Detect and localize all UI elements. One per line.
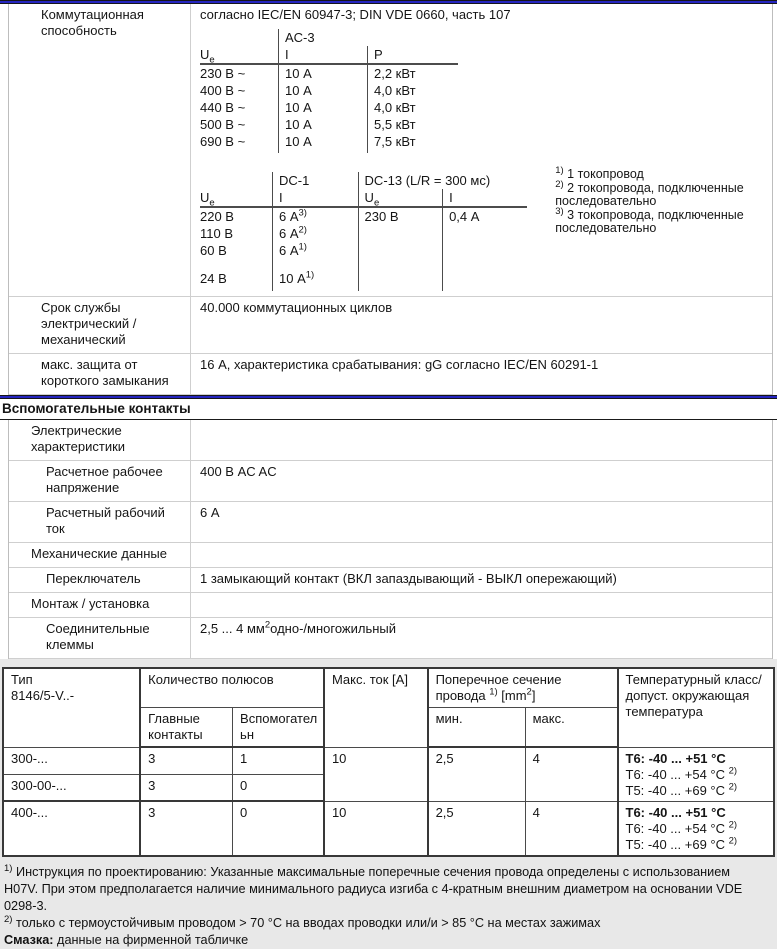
col-header-ue2: $U_e$	[358, 189, 443, 207]
table-row: 400 В ~ 10 А 4,0 кВт	[200, 82, 458, 99]
col-header-main-contacts: Главные контакты	[140, 708, 232, 748]
footnote: $^{1)}$ Инструкция по проектированию: Указанные максимальные поперечные сечения провода определены с использованием H07V. При этом предполагается наличие минимального радиуса изгиба с 4-кратным внешним диаметром на основании VDE 0298-3.	[4, 862, 743, 913]
col-header-i: I	[279, 46, 368, 64]
spec-label: Коммутационная способность	[9, 4, 191, 296]
spec-value: 2,5 ... 4 $мм^2одно-$/многожильный	[200, 619, 397, 636]
spec-label: Расчетное рабочее напряжение	[9, 461, 191, 501]
table-row	[9, 461, 772, 502]
table-row: 500 В ~ 10 А 5,5 кВт	[200, 116, 458, 133]
col-header-min: мин.	[428, 708, 526, 748]
type-selection-table	[2, 667, 775, 857]
footnote: $^{2)}$ только с термоустойчивым проводом > 70 °C на вводах проводки или/и > 85 °C на местах зажимах	[4, 913, 601, 930]
table-row	[3, 668, 774, 708]
dc-ratings-block	[200, 166, 762, 291]
dc13-group-label: DC-13 (L/R = 300 мс)	[358, 172, 527, 189]
table-row: 300-... 3 1 10 2,5 4 T6: -40 ... +51 °C T6: -40 ... +54 °C $^{2)}$ T5: -40 ... +69 °C $^{2)}$	[3, 747, 774, 774]
switching-spec-table	[8, 4, 773, 395]
dc-footnotes	[555, 166, 762, 291]
spec-value	[191, 593, 772, 617]
table-row: 220 В 6 $А^{3)}$ 230 В 0,4 А	[200, 207, 527, 225]
table-row	[9, 543, 772, 568]
section-header: Вспомогательные контакты	[0, 399, 777, 420]
spec-label: Переключатель	[9, 568, 191, 592]
table-row: 110 В 6 $А^{2)}$	[200, 225, 527, 242]
spec-value: 400 В AC AC	[200, 464, 277, 479]
table-row	[9, 618, 772, 659]
table-row: 690 В ~ 10 А 7,5 кВт	[200, 133, 458, 153]
spec-value: 16 А, характеристика срабатывания: gG согласно IEC/EN 60291-1	[200, 357, 599, 372]
standard-text: согласно IEC/EN 60947-3; DIN VDE 0660, часть 107	[200, 7, 511, 22]
table-row	[9, 4, 772, 297]
table-row	[200, 46, 458, 64]
table-row: 230 В ~ 10 А 2,2 кВт	[200, 64, 458, 82]
table-row	[9, 568, 772, 593]
table-row	[9, 502, 772, 543]
table-row	[9, 593, 772, 618]
temp-class-cell: T6: -40 ... +51 °C T6: -40 ... +54 °C $^{2)}$ T5: -40 ... +69 °C $^{2)}$	[618, 801, 774, 856]
table-row	[9, 354, 772, 395]
table-row: 440 В ~ 10 А 4,0 кВт	[200, 99, 458, 116]
type-cell: 300-...	[3, 747, 140, 774]
ac3-ratings-table	[200, 29, 458, 153]
table-row	[9, 420, 772, 461]
spec-value: 40.000 коммутационных циклов	[200, 300, 393, 315]
col-header-ue: $U_e$	[200, 189, 273, 207]
table-row	[200, 189, 527, 207]
col-header-p: P	[368, 46, 459, 64]
spec-label: Соединительные клеммы	[9, 618, 191, 658]
table-row: 24 В 10 $А^{1)}$	[200, 259, 527, 291]
table-row: 400-... 3 0 10 2,5 4 T6: -40 ... +51 °C T6: -40 ... +54 °C $^{2)}$ T5: -40 ... +69 °C $^{2)}$	[3, 801, 774, 856]
col-header-poles: Количество полюсов	[140, 668, 324, 708]
col-header-ue: $U_e$	[200, 46, 279, 64]
aux-contacts-table	[8, 420, 773, 659]
spec-label: Электрические характеристики	[9, 420, 191, 460]
spec-value	[191, 420, 772, 460]
spec-value	[191, 543, 772, 567]
table-row: 60 В 6 $А^{1)}$	[200, 242, 527, 259]
page-footnotes	[0, 857, 777, 949]
col-header-i: I	[273, 189, 359, 207]
table-row	[200, 29, 458, 46]
temp-class-cell: T6: -40 ... +51 °C T6: -40 ... +54 °C $^{2)}$ T5: -40 ... +69 °C $^{2)}$	[618, 747, 774, 801]
spec-value	[191, 4, 772, 296]
footnote: $^{2)}$ 2 токопровода, подключенные последовательно	[555, 178, 744, 208]
table-row: 300-00-... 3 0	[3, 774, 774, 801]
spec-label: макс. защита от короткого замыкания	[9, 354, 191, 394]
ac3-group-label: AC-3	[279, 29, 368, 46]
spec-label: Монтаж / установка	[9, 593, 191, 617]
col-header-temp-class: Температурный класс/ допуст. окружающая температура	[618, 668, 774, 747]
bottom-area	[0, 659, 777, 949]
dc1-group-label: DC-1	[273, 172, 359, 189]
col-header-type: Тип 8146/5-V..-	[3, 668, 140, 747]
footnote: Смазка: данные на фирменной табличке	[4, 932, 249, 947]
spec-value: 6 А	[200, 505, 220, 520]
col-header-i2: I	[443, 189, 528, 207]
spec-value: 1 замыкающий контакт (ВКЛ запаздывающий - ВЫКЛ опережающий)	[200, 571, 617, 586]
dc-ratings-table	[200, 172, 527, 291]
spec-label: Срок службы электрический / механический	[9, 297, 191, 353]
type-cell: 300-00-...	[3, 774, 140, 801]
spec-label: Расчетный рабочий ток	[9, 502, 191, 542]
col-header-cross-section: Поперечное сечение провода $^{1)}$ $[mm^2]$	[428, 668, 618, 708]
spec-label: Механические данные	[9, 543, 191, 567]
footnote: $^{1)}$ 1 токопровод	[555, 164, 644, 181]
col-header-max: макс.	[525, 708, 617, 748]
table-row	[200, 172, 527, 189]
col-header-max-current: Макс. ток [А]	[324, 668, 428, 747]
type-cell: 400-...	[3, 801, 140, 856]
footnote: $^{3)}$ 3 токопровода, подключенные последовательно	[555, 205, 744, 235]
table-row	[9, 297, 772, 354]
col-header-aux-contacts: Вспомогательн	[233, 708, 324, 748]
